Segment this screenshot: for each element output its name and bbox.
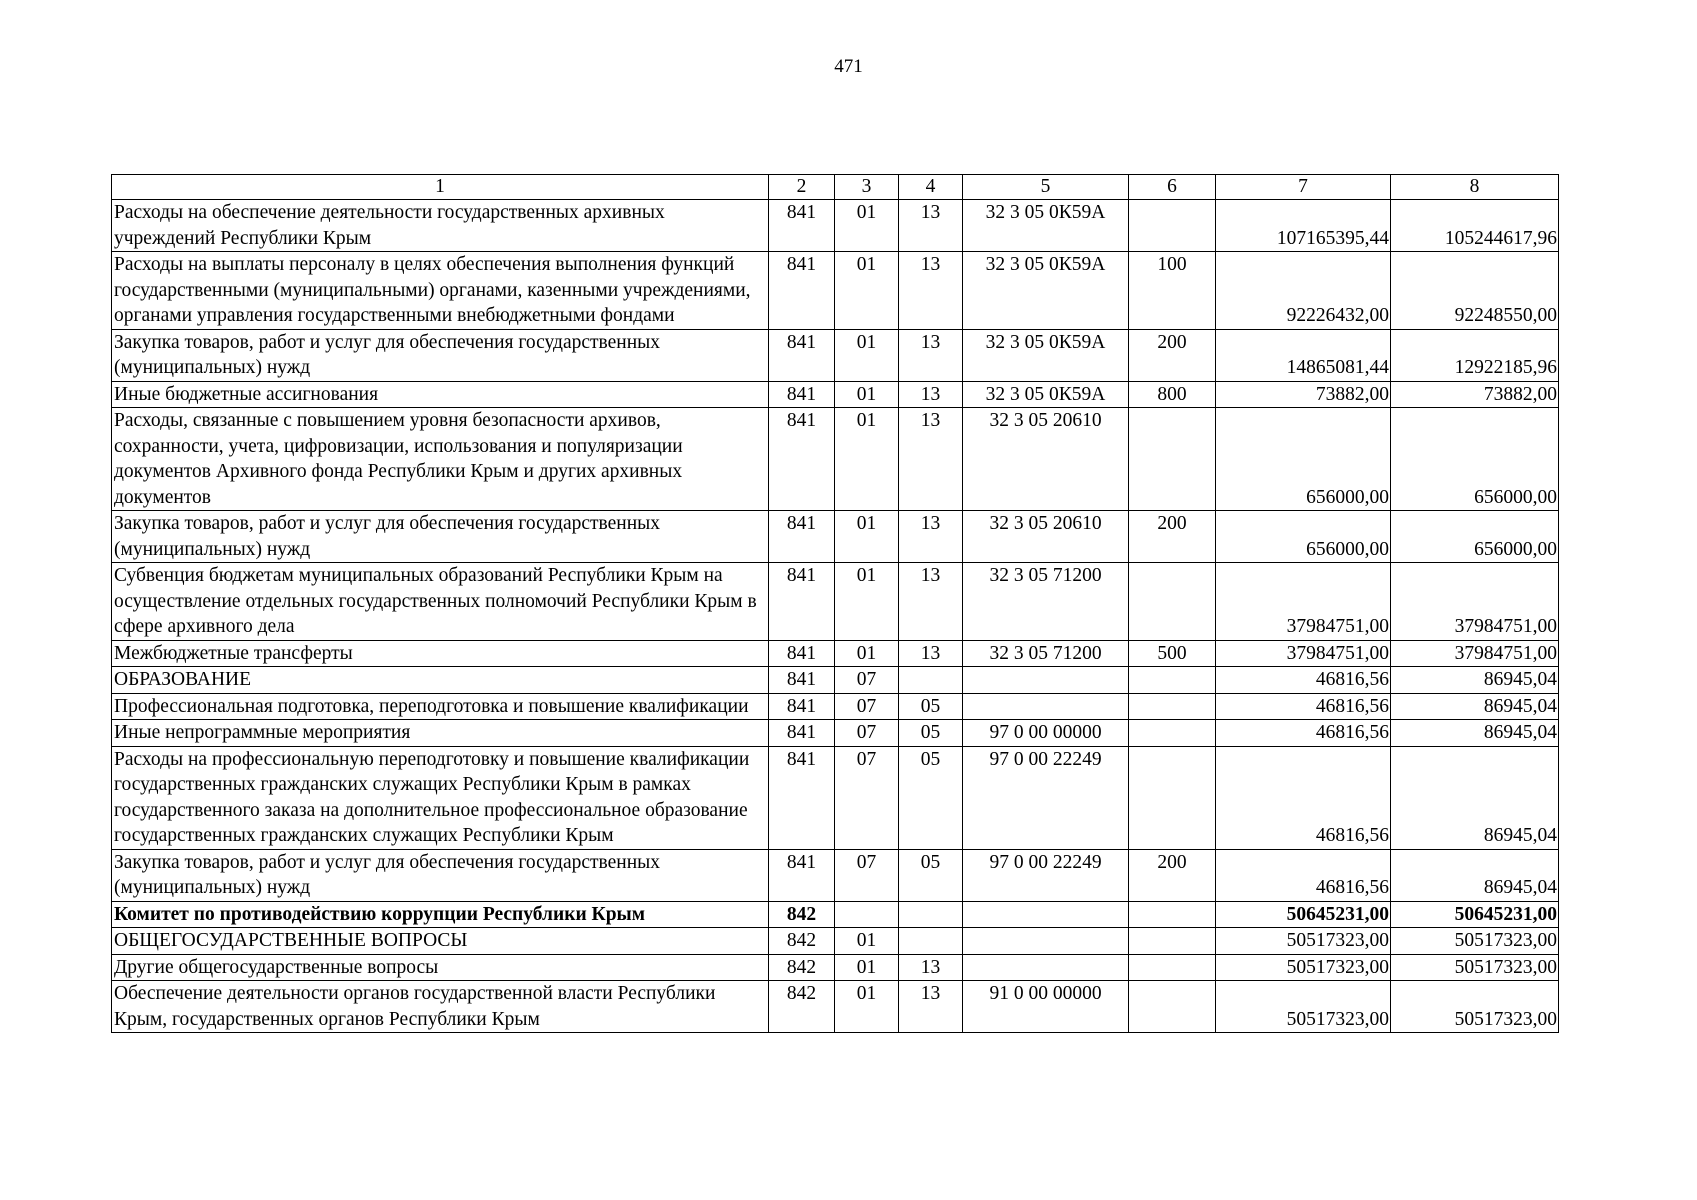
cell-col-2: 841	[769, 693, 835, 720]
header-cell-2: 2	[769, 175, 835, 200]
cell-description: Расходы, связанные с повышением уровня безопасности архивов, сохранности, учета, цифровизации, использования и популяризации документов Архивного фонда Республики Крым и других архивных документов	[112, 408, 769, 511]
cell-col-6	[1129, 981, 1216, 1033]
table-row	[112, 511, 1559, 563]
cell-col-3: 07	[835, 849, 899, 901]
cell-col-4	[899, 901, 963, 928]
table-row	[112, 901, 1559, 928]
cell-col-5: 32 3 05 71200	[963, 563, 1129, 641]
cell-col-7: 50517323,00	[1216, 981, 1391, 1033]
cell-col-2: 841	[769, 200, 835, 252]
cell-col-7: 73882,00	[1216, 381, 1391, 408]
cell-col-4: 13	[899, 954, 963, 981]
cell-col-8: 37984751,00	[1391, 640, 1559, 667]
cell-col-6: 800	[1129, 381, 1216, 408]
cell-col-2: 842	[769, 928, 835, 955]
cell-description: Закупка товаров, работ и услуг для обеспечения государственных (муниципальных) нужд	[112, 511, 769, 563]
cell-col-6: 200	[1129, 511, 1216, 563]
header-cell-6: 6	[1129, 175, 1216, 200]
table-row	[112, 981, 1559, 1033]
cell-col-2: 841	[769, 720, 835, 747]
cell-description: Иные бюджетные ассигнования	[112, 381, 769, 408]
cell-col-6: 200	[1129, 849, 1216, 901]
cell-col-4: 13	[899, 640, 963, 667]
cell-col-4: 05	[899, 720, 963, 747]
table-row	[112, 640, 1559, 667]
cell-col-7: 46816,56	[1216, 720, 1391, 747]
cell-col-3: 01	[835, 329, 899, 381]
cell-col-4	[899, 928, 963, 955]
cell-col-3: 01	[835, 408, 899, 511]
cell-col-5	[963, 667, 1129, 694]
cell-col-4: 13	[899, 329, 963, 381]
cell-col-7: 50645231,00	[1216, 901, 1391, 928]
cell-description: Расходы на профессиональную переподготовку и повышение квалификации государственных гражданских служащих Республики Крым в рамках государственного заказа на дополнительное профессиональное образование государственных гражданских служащих Республики Крым	[112, 746, 769, 849]
cell-col-3: 07	[835, 693, 899, 720]
cell-col-3: 01	[835, 252, 899, 330]
cell-col-2: 841	[769, 329, 835, 381]
table-row	[112, 667, 1559, 694]
cell-col-4: 13	[899, 511, 963, 563]
cell-col-8: 656000,00	[1391, 408, 1559, 511]
table-row	[112, 720, 1559, 747]
cell-col-4: 13	[899, 252, 963, 330]
cell-col-6: 100	[1129, 252, 1216, 330]
cell-col-2: 841	[769, 252, 835, 330]
cell-col-6: 200	[1129, 329, 1216, 381]
cell-col-7: 46816,56	[1216, 667, 1391, 694]
cell-col-6: 500	[1129, 640, 1216, 667]
cell-description: Закупка товаров, работ и услуг для обеспечения государственных (муниципальных) нужд	[112, 329, 769, 381]
cell-col-2: 841	[769, 381, 835, 408]
table-row	[112, 849, 1559, 901]
cell-col-6	[1129, 563, 1216, 641]
cell-col-6	[1129, 693, 1216, 720]
cell-col-8: 50517323,00	[1391, 928, 1559, 955]
cell-col-5	[963, 901, 1129, 928]
cell-col-2: 841	[769, 640, 835, 667]
cell-col-4	[899, 667, 963, 694]
cell-col-4: 05	[899, 693, 963, 720]
cell-col-7: 14865081,44	[1216, 329, 1391, 381]
cell-col-7: 107165395,44	[1216, 200, 1391, 252]
cell-description: Субвенция бюджетам муниципальных образований Республики Крым на осуществление отдельных государственных полномочий Республики Крым в сфере архивного дела	[112, 563, 769, 641]
cell-description: Другие общегосударственные вопросы	[112, 954, 769, 981]
cell-col-8: 86945,04	[1391, 746, 1559, 849]
cell-col-2: 841	[769, 511, 835, 563]
cell-col-4: 13	[899, 381, 963, 408]
cell-col-5: 91 0 00 00000	[963, 981, 1129, 1033]
table-body	[112, 175, 1559, 1033]
cell-description: Иные непрограммные мероприятия	[112, 720, 769, 747]
cell-col-7: 46816,56	[1216, 849, 1391, 901]
table-row	[112, 252, 1559, 330]
cell-col-8: 50645231,00	[1391, 901, 1559, 928]
cell-description: Обеспечение деятельности органов государственной власти Республики Крым, государственных органов Республики Крым	[112, 981, 769, 1033]
header-cell-7: 7	[1216, 175, 1391, 200]
cell-col-8: 73882,00	[1391, 381, 1559, 408]
cell-col-3: 01	[835, 954, 899, 981]
cell-col-8: 50517323,00	[1391, 981, 1559, 1033]
cell-description: Закупка товаров, работ и услуг для обеспечения государственных (муниципальных) нужд	[112, 849, 769, 901]
cell-col-7: 46816,56	[1216, 746, 1391, 849]
header-cell-5: 5	[963, 175, 1129, 200]
table-row	[112, 746, 1559, 849]
cell-col-5	[963, 693, 1129, 720]
cell-description: Комитет по противодействию коррупции Республики Крым	[112, 901, 769, 928]
header-cell-4: 4	[899, 175, 963, 200]
cell-col-2: 841	[769, 849, 835, 901]
cell-col-8: 37984751,00	[1391, 563, 1559, 641]
cell-col-5: 97 0 00 00000	[963, 720, 1129, 747]
cell-col-2: 841	[769, 563, 835, 641]
cell-col-6	[1129, 746, 1216, 849]
table-row	[112, 563, 1559, 641]
cell-col-8: 92248550,00	[1391, 252, 1559, 330]
cell-col-3: 01	[835, 928, 899, 955]
cell-col-8: 86945,04	[1391, 693, 1559, 720]
cell-col-5: 32 3 05 20610	[963, 511, 1129, 563]
cell-col-8: 86945,04	[1391, 720, 1559, 747]
budget-table	[111, 174, 1559, 1033]
cell-col-7: 656000,00	[1216, 511, 1391, 563]
cell-col-3: 01	[835, 981, 899, 1033]
cell-col-7: 50517323,00	[1216, 954, 1391, 981]
cell-col-5: 32 3 05 0К59А	[963, 381, 1129, 408]
table-row	[112, 381, 1559, 408]
cell-col-6	[1129, 720, 1216, 747]
cell-col-3: 07	[835, 720, 899, 747]
cell-col-3	[835, 901, 899, 928]
cell-col-8: 656000,00	[1391, 511, 1559, 563]
cell-col-4: 05	[899, 746, 963, 849]
cell-col-3: 07	[835, 667, 899, 694]
cell-col-2: 842	[769, 954, 835, 981]
cell-col-3: 01	[835, 381, 899, 408]
cell-col-5: 32 3 05 0К59А	[963, 252, 1129, 330]
header-row	[112, 175, 1559, 200]
header-cell-1: 1	[112, 175, 769, 200]
cell-col-8: 50517323,00	[1391, 954, 1559, 981]
cell-col-3: 01	[835, 511, 899, 563]
cell-col-4: 13	[899, 408, 963, 511]
cell-col-5: 32 3 05 71200	[963, 640, 1129, 667]
cell-col-2: 842	[769, 901, 835, 928]
table-row	[112, 928, 1559, 955]
table-row	[112, 408, 1559, 511]
page-number: 471	[834, 56, 863, 77]
cell-col-7: 37984751,00	[1216, 563, 1391, 641]
cell-col-3: 01	[835, 640, 899, 667]
cell-col-5	[963, 954, 1129, 981]
table-row	[112, 954, 1559, 981]
cell-col-8: 86945,04	[1391, 849, 1559, 901]
cell-col-7: 37984751,00	[1216, 640, 1391, 667]
cell-description: Расходы на выплаты персоналу в целях обеспечения выполнения функций государственными (муниципальными) органами, казенными учреждениями, органами управления государственными внебюджетными фондами	[112, 252, 769, 330]
cell-col-4: 05	[899, 849, 963, 901]
cell-description: Профессиональная подготовка, переподготовка и повышение квалификации	[112, 693, 769, 720]
cell-col-6	[1129, 408, 1216, 511]
cell-col-4: 13	[899, 563, 963, 641]
table-row	[112, 200, 1559, 252]
cell-col-8: 105244617,96	[1391, 200, 1559, 252]
cell-col-3: 01	[835, 200, 899, 252]
cell-col-5: 97 0 00 22249	[963, 746, 1129, 849]
cell-col-5: 97 0 00 22249	[963, 849, 1129, 901]
cell-col-8: 12922185,96	[1391, 329, 1559, 381]
cell-col-4: 13	[899, 200, 963, 252]
cell-col-4: 13	[899, 981, 963, 1033]
cell-col-5	[963, 928, 1129, 955]
cell-col-6	[1129, 928, 1216, 955]
table-row	[112, 329, 1559, 381]
cell-description: Межбюджетные трансферты	[112, 640, 769, 667]
cell-col-7: 46816,56	[1216, 693, 1391, 720]
cell-col-2: 841	[769, 667, 835, 694]
cell-col-8: 86945,04	[1391, 667, 1559, 694]
cell-col-6	[1129, 200, 1216, 252]
header-cell-3: 3	[835, 175, 899, 200]
cell-col-5: 32 3 05 0К59А	[963, 329, 1129, 381]
cell-col-2: 841	[769, 746, 835, 849]
cell-col-6	[1129, 954, 1216, 981]
cell-col-5: 32 3 05 0К59А	[963, 200, 1129, 252]
cell-col-7: 92226432,00	[1216, 252, 1391, 330]
cell-col-7: 50517323,00	[1216, 928, 1391, 955]
cell-col-7: 656000,00	[1216, 408, 1391, 511]
cell-description: ОБЩЕГОСУДАРСТВЕННЫЕ ВОПРОСЫ	[112, 928, 769, 955]
cell-col-6	[1129, 901, 1216, 928]
table-row	[112, 693, 1559, 720]
cell-description: Расходы на обеспечение деятельности государственных архивных учреждений Республики Крым	[112, 200, 769, 252]
cell-col-5: 32 3 05 20610	[963, 408, 1129, 511]
cell-col-2: 841	[769, 408, 835, 511]
cell-col-3: 01	[835, 563, 899, 641]
cell-col-3: 07	[835, 746, 899, 849]
cell-col-6	[1129, 667, 1216, 694]
header-cell-8: 8	[1391, 175, 1559, 200]
cell-col-2: 842	[769, 981, 835, 1033]
cell-description: ОБРАЗОВАНИЕ	[112, 667, 769, 694]
